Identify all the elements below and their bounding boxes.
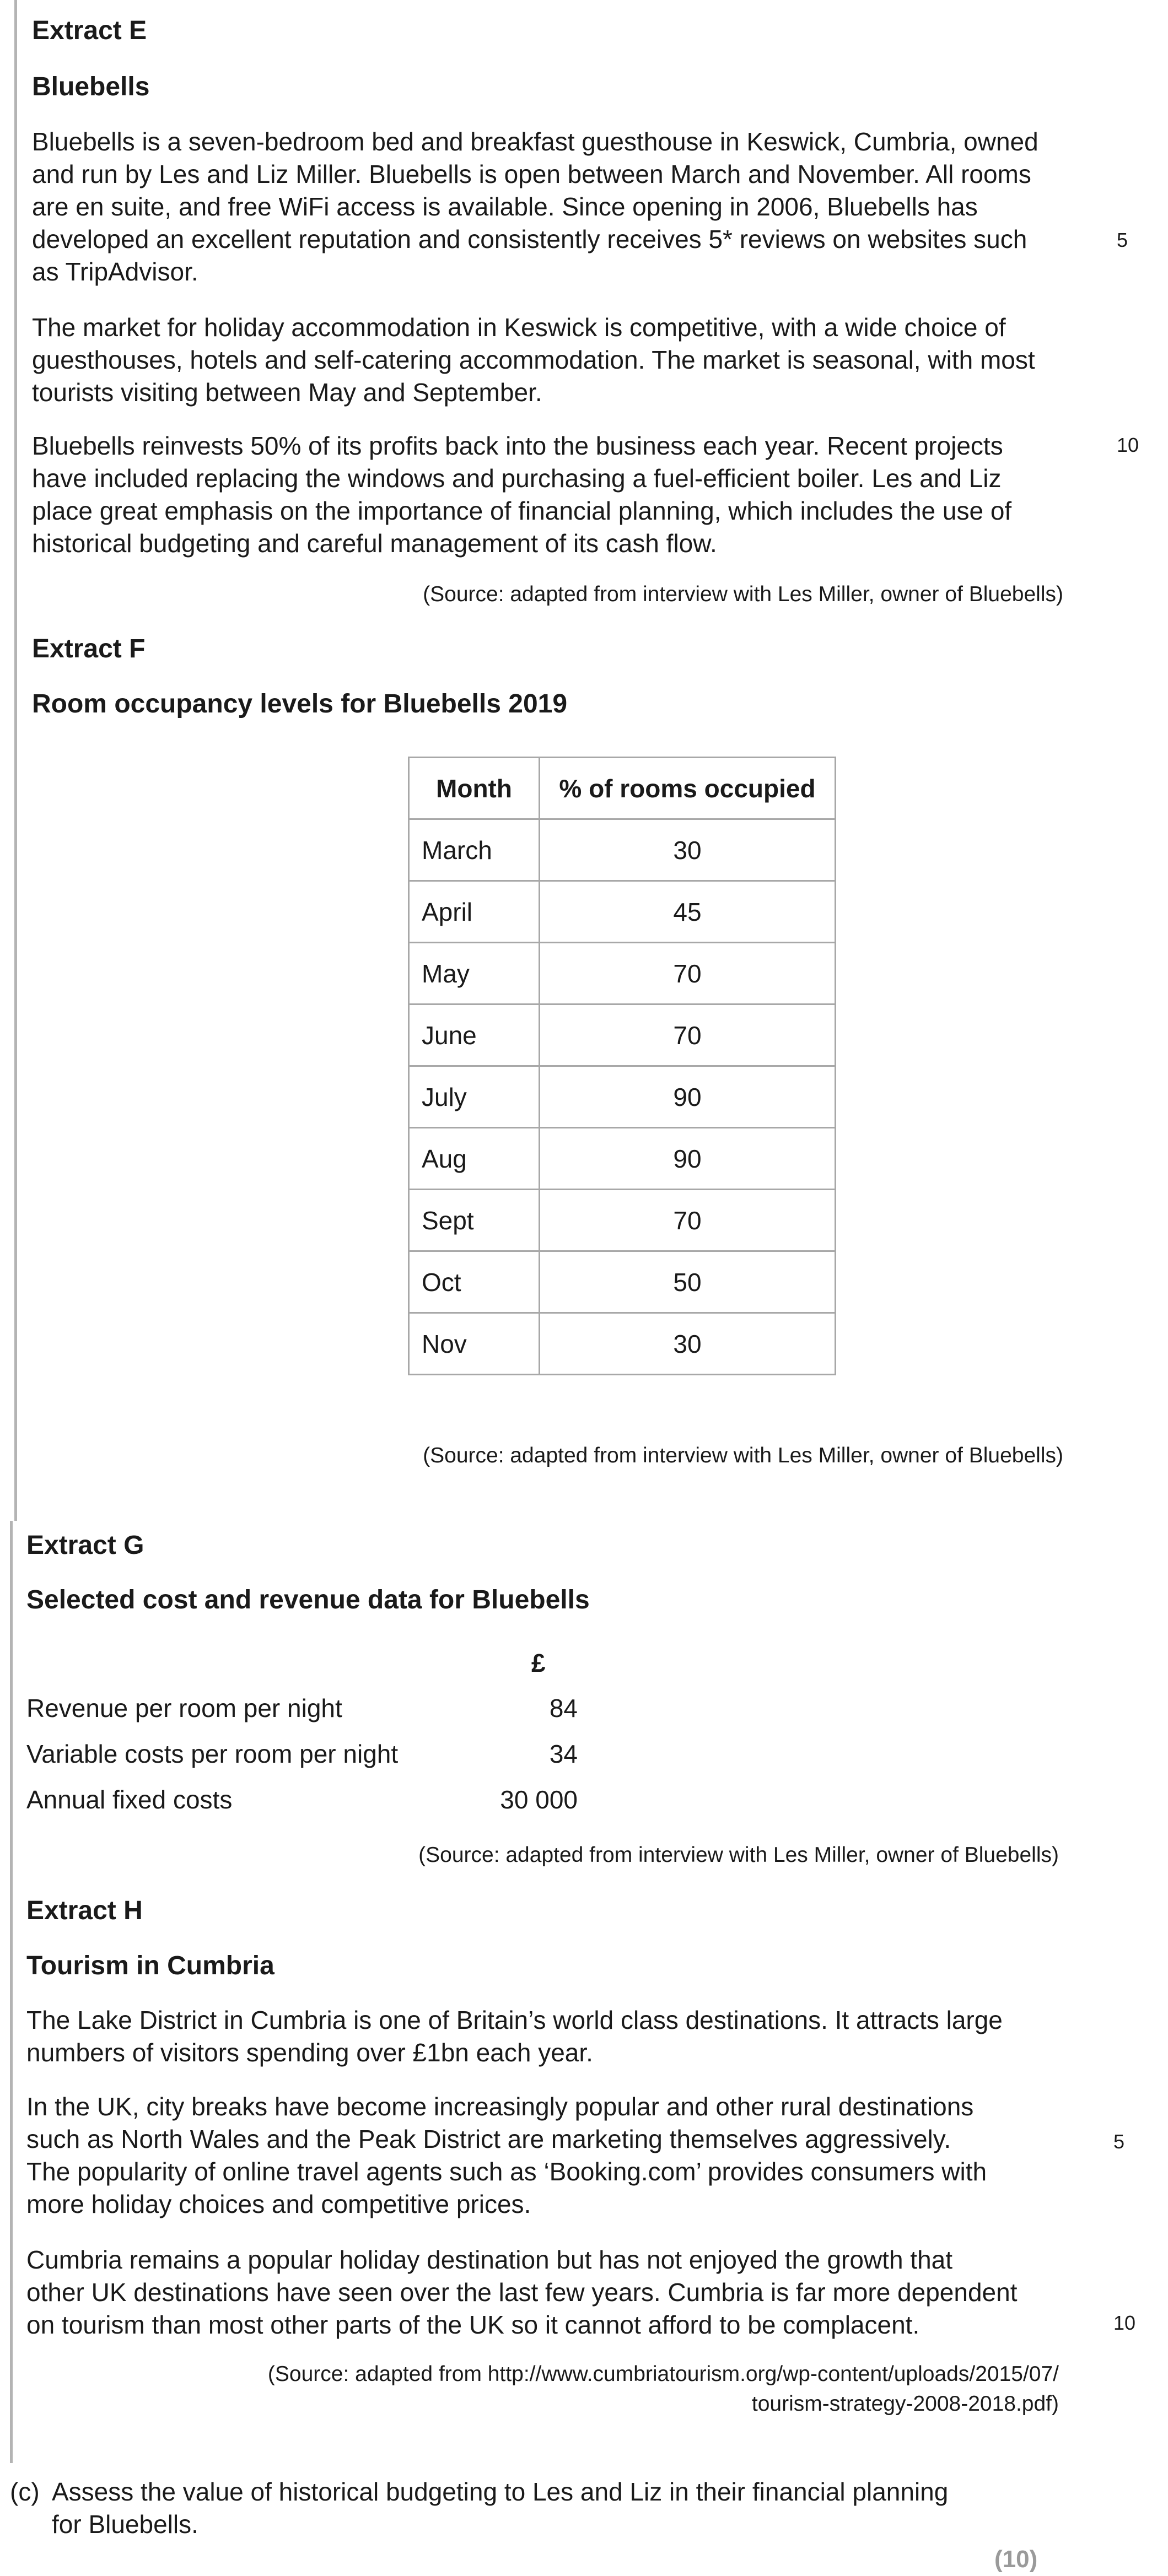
- text-line: as TripAdvisor.: [32, 257, 198, 286]
- question-part-label: (c): [10, 2477, 40, 2506]
- table-row: [409, 1005, 836, 1066]
- extract-h-label: Extract H: [26, 1896, 143, 1925]
- cost-value: 30 000: [500, 1785, 578, 1814]
- text-line: more holiday choices and competitive prices.: [26, 2190, 531, 2218]
- occupancy-cell: 30: [540, 1313, 836, 1375]
- cost-value: 34: [549, 1740, 578, 1768]
- extract-g-label: Extract G: [26, 1531, 144, 1560]
- month-cell: Aug: [409, 1128, 540, 1190]
- occupancy-cell: 70: [540, 1005, 836, 1066]
- text-line: on tourism than most other parts of the UK so it cannot afford to be complacent.: [26, 2310, 920, 2339]
- cost-label: Annual fixed costs: [26, 1785, 233, 1814]
- text-line: developed an excellent reputation and consistently receives 5* reviews on websites such: [32, 225, 1027, 253]
- text-line: such as North Wales and the Peak District are marketing themselves aggressively.: [26, 2125, 951, 2153]
- table-header-row: [409, 758, 836, 819]
- cost-row-variable: [26, 1737, 578, 1770]
- table-row: [409, 1313, 836, 1375]
- extract-h-paragraph-1: [26, 2004, 1003, 2069]
- extract-h-paragraph-2: [26, 2091, 987, 2221]
- source-line: tourism-strategy-2008-2018.pdf): [751, 2392, 1059, 2416]
- table-row: [409, 1190, 836, 1251]
- column-header-occupied: % of rooms occupied: [540, 758, 836, 819]
- table-row: [409, 819, 836, 881]
- extract-g-title: Selected cost and revenue data for Bluebells: [26, 1585, 590, 1614]
- table-row: [409, 1066, 836, 1128]
- occupancy-cell: 45: [540, 881, 836, 943]
- occupancy-cell: 30: [540, 819, 836, 881]
- occupancy-cell: 90: [540, 1066, 836, 1128]
- column-header-month: Month: [409, 758, 540, 819]
- month-cell: June: [409, 1005, 540, 1066]
- extract-e-source: (Source: adapted from interview with Les Miller, owner of Bluebells): [423, 582, 1063, 606]
- cost-value: 84: [549, 1694, 578, 1722]
- extract-e-paragraph-1: [32, 126, 1038, 288]
- source-line: (Source: adapted from http://www.cumbriatourism.org/wp-content/uploads/2015/07/: [267, 2362, 1059, 2386]
- extract-h-paragraph-3: [26, 2244, 1018, 2341]
- text-line: In the UK, city breaks have become increasingly popular and other rural destinations: [26, 2092, 974, 2121]
- extract-f-title: Room occupancy levels for Bluebells 2019: [32, 689, 568, 719]
- month-cell: July: [409, 1066, 540, 1128]
- left-margin-rule: [14, 0, 17, 1521]
- left-margin-rule-lower: [10, 1521, 13, 2463]
- text-line: place great emphasis on the importance of financial planning, which includes the use of: [32, 496, 1012, 525]
- occupancy-cell: 50: [540, 1251, 836, 1313]
- extract-e-title: Bluebells: [32, 72, 150, 101]
- text-line: The Lake District in Cumbria is one of Britain’s world class destinations. It attracts large: [26, 2006, 1003, 2034]
- text-line: tourists visiting between May and September.: [32, 378, 542, 407]
- text-line: have included replacing the windows and purchasing a fuel-efficient boiler. Les and Liz: [32, 464, 1002, 493]
- currency-symbol: £: [531, 1649, 546, 1677]
- line-number-10: 10: [1117, 434, 1139, 456]
- table-row: [409, 1251, 836, 1313]
- cost-row-fixed: [26, 1783, 578, 1816]
- text-line: numbers of visitors spending over £1bn each year.: [26, 2038, 593, 2067]
- cost-row-revenue: [26, 1692, 578, 1725]
- cost-label: Revenue per room per night: [26, 1694, 342, 1722]
- month-cell: March: [409, 819, 540, 881]
- question-line: for Bluebells.: [52, 2510, 198, 2539]
- month-cell: April: [409, 881, 540, 943]
- question-text: [52, 2476, 948, 2541]
- extract-h-source: [268, 2359, 1059, 2419]
- month-cell: Nov: [409, 1313, 540, 1375]
- occupancy-table: [408, 757, 836, 1375]
- extract-e-paragraph-3: [32, 430, 1011, 560]
- extract-h-title: Tourism in Cumbria: [26, 1951, 274, 1980]
- occupancy-cell: 90: [540, 1128, 836, 1190]
- extract-e-paragraph-2: [32, 311, 1035, 409]
- occupancy-cell: 70: [540, 1190, 836, 1251]
- question-line: Assess the value of historical budgeting to Les and Liz in their financial planning: [52, 2477, 949, 2506]
- text-line: are en suite, and free WiFi access is available. Since opening in 2006, Bluebells has: [32, 192, 978, 221]
- month-cell: Oct: [409, 1251, 540, 1313]
- table-row: [409, 881, 836, 943]
- table-row: [409, 943, 836, 1005]
- month-cell: May: [409, 943, 540, 1005]
- question-marks: (10): [994, 2546, 1038, 2573]
- occupancy-cell: 70: [540, 943, 836, 1005]
- text-line: guesthouses, hotels and self-catering accommodation. The market is seasonal, with most: [32, 345, 1035, 374]
- table-row: [409, 1128, 836, 1190]
- line-number-10: 10: [1113, 2312, 1136, 2334]
- text-line: and run by Les and Liz Miller. Bluebells is open between March and November. All rooms: [32, 160, 1031, 188]
- text-line: The popularity of online travel agents such as ‘Booking.com’ provides consumers with: [26, 2157, 987, 2186]
- extract-f-label: Extract F: [32, 634, 146, 663]
- text-line: Cumbria remains a popular holiday destination but has not enjoyed the growth that: [26, 2245, 953, 2274]
- month-cell: Sept: [409, 1190, 540, 1251]
- text-line: Bluebells reinvests 50% of its profits back into the business each year. Recent projects: [32, 431, 1003, 460]
- line-number-5: 5: [1117, 229, 1128, 251]
- text-line: Bluebells is a seven-bedroom bed and breakfast guesthouse in Keswick, Cumbria, owned: [32, 127, 1038, 156]
- cost-label: Variable costs per room per night: [26, 1740, 399, 1768]
- text-line: historical budgeting and careful management of its cash flow.: [32, 529, 717, 558]
- extract-f-source: (Source: adapted from interview with Les Miller, owner of Bluebells): [423, 1444, 1063, 1467]
- text-line: other UK destinations have seen over the last few years. Cumbria is far more dependent: [26, 2278, 1018, 2307]
- text-line: The market for holiday accommodation in Keswick is competitive, with a wide choice of: [32, 313, 1006, 342]
- extract-e-label: Extract E: [32, 16, 147, 45]
- line-number-5: 5: [1113, 2130, 1125, 2153]
- extract-g-source: (Source: adapted from interview with Les Miller, owner of Bluebells): [418, 1843, 1059, 1867]
